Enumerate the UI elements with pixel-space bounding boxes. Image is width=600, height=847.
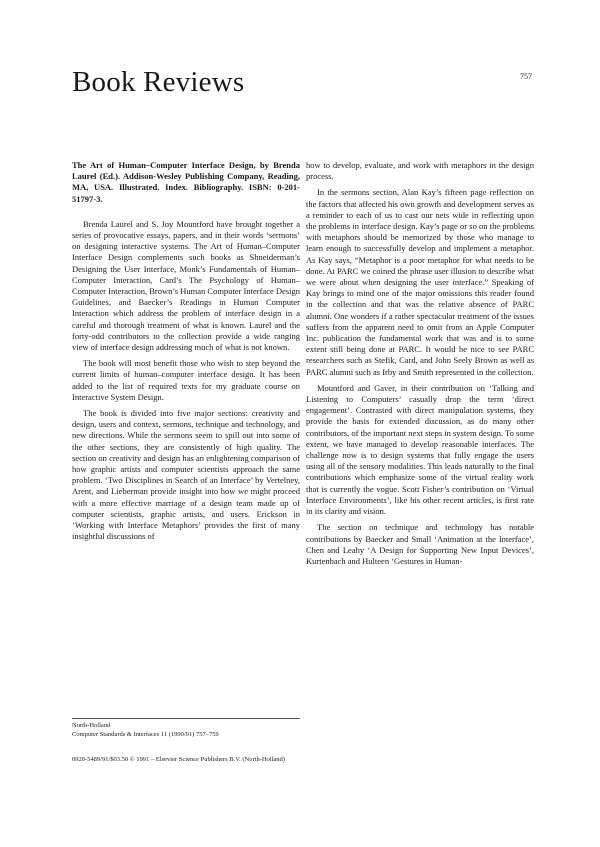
- page-number: 757: [520, 72, 532, 81]
- book-citation: The Art of Human–Computer Interface Design, by Brenda Laurel (Ed.). Addison-Wesley Publishing Company, Reading, MA, USA. Illustrated. Index. Bibliography. ISBN: 0-201-51797-3.: [72, 160, 300, 204]
- review-paragraph: Mountford and Gaver, in their contribution on ‘Talking and Listening to Computers’ casually drop the term ‘direct engagement’. Contrasted with direct manipulation systems, they provide the basis for extended discussion, as do many other contributors, of the important next steps in system design. To some extent, we have managed to develop reasonable interfaces. The challenge now is to design systems that fully engage the users using all of the sensory modalities. This leads naturally to the final contributions which emphasize some of the virtual reality work that is currently the vogue. Scott Fisher’s contribution on ‘Virtual Interface Environments’, like his other recent articles, is first rate in its clarity and vision.: [306, 382, 534, 517]
- review-paragraph: The book is divided into five major sections: creativity and design, users and context, sermons, technique and technology, and new directions. While the sermons seem to spill out into some of the other sections, they are consistently of high quality. The section on creativity and design has an enlightening comparison of how graphic artists and computer scientists approach the same problem. ‘Two Disciplines in Search of an Interface’ by Vertelney, Arent, and Lieberman provide insight into how we might proceed with a more effective marriage of a design team made up of computer scientists, graphic artists, and users. Erickson in ‘Working with Interface Metaphors’ provides the first of many insightful discussions of: [72, 408, 300, 542]
- left-column: [72, 160, 300, 543]
- copyright-line: 0920-5489/91/$03.50 © 1991 – Elsevier Science Publishers B.V. (North-Holland): [72, 756, 285, 763]
- publisher-note: North-Holland: [72, 722, 111, 729]
- footnote-rule: [72, 718, 300, 719]
- review-paragraph-continued: how to develop, evaluate, and work with metaphors in the design process.: [306, 160, 534, 182]
- review-paragraph: Brenda Laurel and S. Joy Mountford have brought together a series of provocative essays, papers, and in their words ‘sermons’ on designing interactive systems. The Art of Human–Computer Interface Design complements such books as Shneiderman’s Designing the User Interface, Monk’s Fundamentals of Human–Computer Interaction, Card’s The Psychology of Human–Computer Interaction, Brown’s Human Computer Interface Design Guidelines, and Baecker’s Readings in Human Computer Interaction which address the problem of interface design in a careful and thorough treatment of what is known. Laurel and the forty-odd contributors to the collection provide a wide ranging view of interface design addressing much of what is not known.: [72, 218, 300, 353]
- review-paragraph: In the sermons section, Alan Kay’s fifteen page reflection on the factors that affected his own growth and development serves as a reminder to each of us to cast our nets wide in reflecting upon the problems in interface design. Kay’s page or so on the problems with metaphors should be memorized by those who manage to learn enough to successfully develop and implement a metaphor. As Kay says, “Metaphor is a poor metaphor for what needs to be done. At PARC we coined the phrase user illusion to describe what we were about when designing the user interface.” Speaking of Kay brings to mind one of the major omissions this reader found in the collection and that was the relative absence of PARC alumni. One wonders if a rather spectacular treatment of the issues suffers from the apparent need to omit from an Apple Computer Inc. publication the fundamental work that was and is to some extent still being done at PARC. It would be nice to see PARC researchers such as Stefik, Card, and John Seely Brown as well as PARC alumni such as Irby and Smith represented in the collection.: [306, 187, 534, 377]
- review-paragraph: The book will most benefit those who wish to step beyond the current limits of human–computer interface design. It has been added to the list of required texts for my graduate course on Interactive System Design.: [72, 358, 300, 402]
- journal-reference: Computer Standards & Interfaces 11 (1990/91) 757–759: [72, 731, 219, 738]
- review-paragraph: The section on technique and technology has notable contributions by Baecker and Small ‘Animation at the Interface’, Chen and Leahy ‘A Design for Supporting New Input Devices’, Kurtenbach and Hulteen ‘Gestures in Human-: [306, 522, 534, 566]
- section-heading: Book Reviews: [72, 66, 245, 98]
- right-column: [306, 160, 534, 567]
